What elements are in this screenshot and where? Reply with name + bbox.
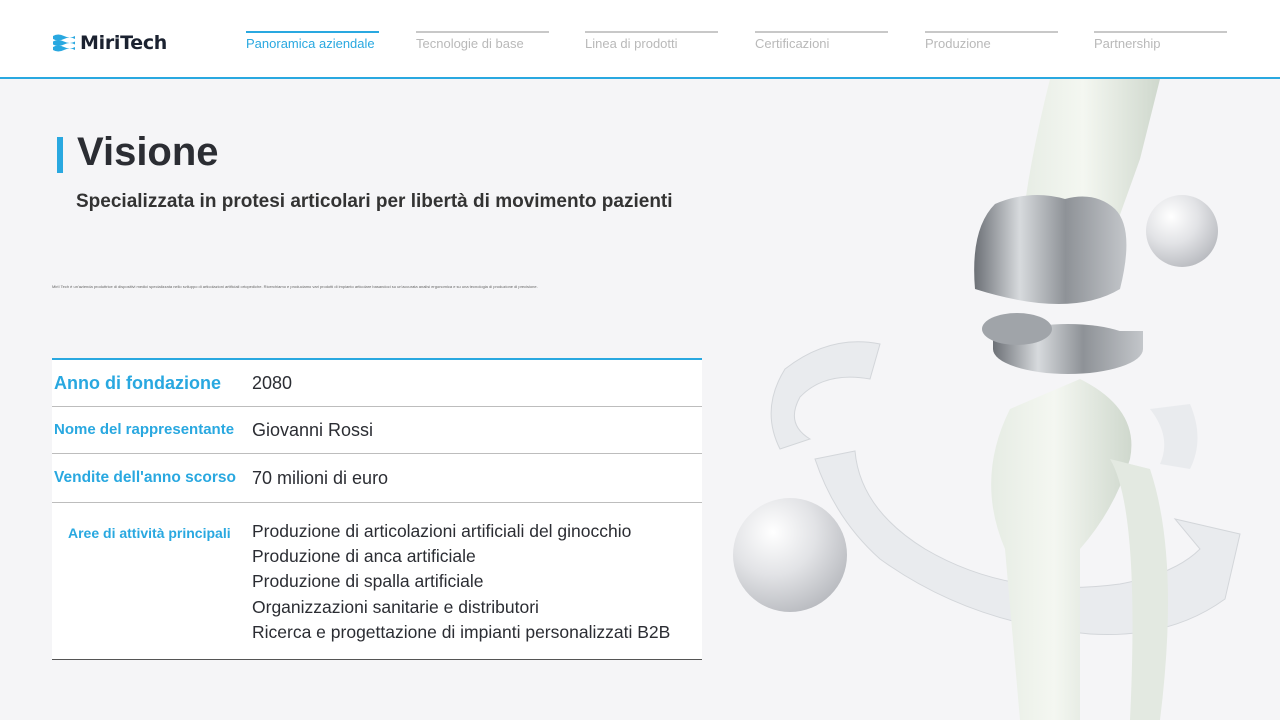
main-nav <box>0 31 1280 61</box>
brand-name: MiriTech <box>80 32 168 54</box>
info-row-representative <box>52 407 702 454</box>
page-subtitle: Specializzata in protesi articolari per libertà di movimento pazienti <box>76 191 673 212</box>
sales-label: Vendite dell'anno scorso <box>54 469 236 486</box>
hero-illustration <box>720 79 1280 720</box>
knee-implant-illustration-icon <box>720 79 1280 720</box>
top-header <box>0 0 1280 79</box>
nav-tab-prodotti[interactable]: Linea di prodotti <box>585 31 718 59</box>
nav-tab-partnership[interactable]: Partnership <box>1094 31 1227 59</box>
info-row-areas <box>52 503 702 659</box>
nav-tab-certificazioni[interactable]: Certificazioni <box>755 31 888 59</box>
founded-label: Anno di fondazione <box>54 373 221 393</box>
representative-label: Nome del rappresentante <box>54 421 235 438</box>
page-title: Visione <box>77 130 219 174</box>
list-item: Produzione di spalla artificiale <box>252 571 484 592</box>
info-row-sales <box>52 454 702 503</box>
list-item: Produzione di articolazioni artificiali del ginocchio <box>252 521 632 541</box>
areas-list <box>252 519 670 645</box>
founded-value: 2080 <box>252 373 293 393</box>
representative-value: Giovanni Rossi <box>252 420 374 440</box>
list-item: Produzione di anca artificiale <box>252 546 476 567</box>
title-accent-bar <box>57 137 63 173</box>
company-info-table <box>52 358 702 660</box>
info-row-founded <box>52 360 702 407</box>
list-item: Organizzazioni sanitarie e distributori <box>252 596 539 617</box>
company-description: MiriI Tech è un'azienda produttrice di dispositivi medici specializzata nello sviluppo di articolazioni artificiali ortopediche. Ricerchiamo e produciamo vari prodotti di impianto articolare basandoci su un'accurata analisi ergonomica e su una tecnologia di produzione di precisione. <box>52 284 538 289</box>
sales-value: 70 milioni di euro <box>252 468 389 488</box>
nav-tab-tecnologie[interactable]: Tecnologie di base <box>416 31 549 59</box>
nav-tab-produzione[interactable]: Produzione <box>925 31 1058 59</box>
nav-tab-panoramica[interactable]: Panoramica aziendale <box>246 31 379 59</box>
list-item: Ricerca e progettazione di impianti personalizzati B2B <box>252 621 671 642</box>
areas-label: Aree di attività principali <box>68 525 231 541</box>
